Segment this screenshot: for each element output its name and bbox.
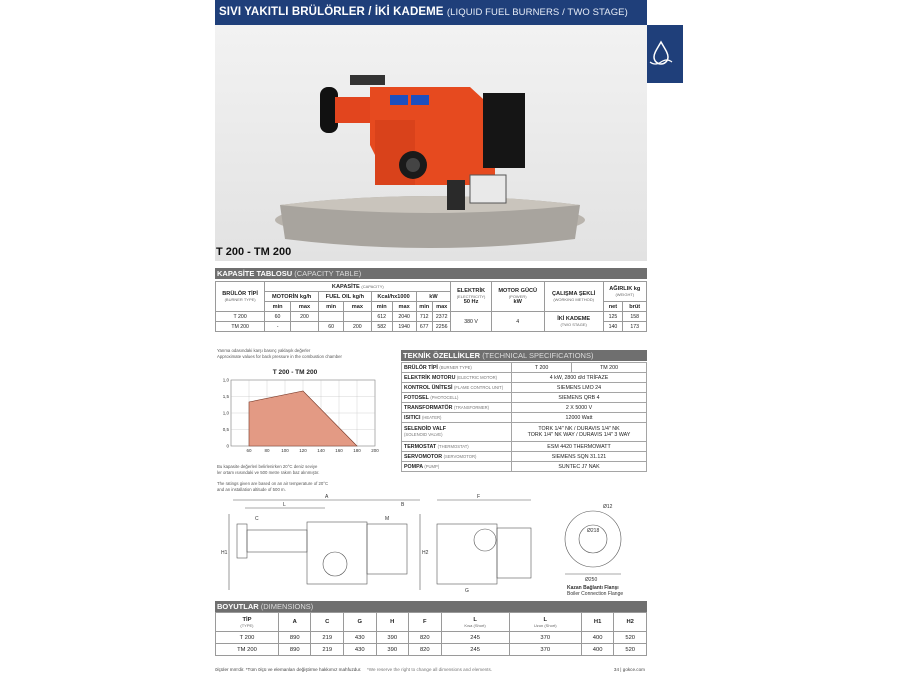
chart-x-tick-label: 120: [299, 448, 307, 453]
chart-x-tick-label: 80: [264, 448, 270, 453]
cap-cell: 60: [319, 322, 344, 332]
table-row: [402, 393, 647, 403]
dims-cell: 890: [278, 632, 311, 644]
tech-key-sub: (HEATER): [421, 414, 442, 420]
chart-y-tick-label: 0,5: [222, 427, 229, 432]
dims-cell: 820: [409, 644, 442, 656]
cap-cell: 2372: [432, 312, 450, 322]
tech-value-line-1: TORK 1/4" NK / DURAVIS 1/4" NK: [538, 426, 620, 432]
tech-value: T 200: [512, 363, 572, 373]
tech-key: [402, 363, 512, 373]
tech-key-sub: (TRANSFORMER): [453, 404, 490, 410]
dims-header-label: L: [473, 616, 477, 623]
dims-header: H: [376, 613, 409, 632]
chart-y-tick-label: 1,0: [222, 410, 229, 416]
chart-note-tr: Yanma odasındaki karşı basınç yaklaşık değerler: [217, 348, 311, 353]
cap-cell: 200: [290, 312, 318, 322]
dims-header-row: [216, 613, 647, 632]
cap-min: min: [416, 302, 432, 312]
dims-cell: 245: [441, 644, 509, 656]
dims-header: [216, 613, 279, 632]
dims-cell: 370: [509, 632, 581, 644]
cap-cell: 612: [371, 312, 392, 322]
tech-key-label: KONTROL ÜNİTESİ: [404, 384, 453, 391]
header-banner: [215, 0, 647, 25]
capacity-section-header: [215, 268, 647, 279]
dims-cell: 430: [343, 632, 376, 644]
capacity-note-tr-2: ler ortam ısısındaki ve 500 metre rakım baz alınmıştır.: [217, 470, 320, 475]
dims-header-sub: (TYPE): [240, 622, 254, 628]
front-body: [437, 524, 497, 584]
cap-col-working-label: ÇALIŞMA ŞEKLİ: [552, 291, 596, 297]
cap-col-kw: kW: [416, 292, 451, 302]
cap-min: min: [265, 302, 291, 312]
cap-col-motorin: MOTORİN kg/h: [265, 292, 319, 302]
side-fan: [323, 552, 347, 576]
tech-key-label: TERMOSTAT: [404, 443, 437, 450]
tech-key-sub: (SOLENOID VALVE): [404, 432, 443, 437]
label-h1: H1: [221, 550, 228, 556]
dims-header: [509, 613, 581, 632]
cap-max: max: [392, 302, 416, 312]
tech-key: [402, 452, 512, 462]
tech-key-label: POMPA: [404, 463, 423, 470]
cap-col-weight-label: AĞIRLIK kg: [609, 286, 641, 292]
table-row: [402, 442, 647, 452]
chart-x-tick-label: 160: [335, 448, 343, 453]
cap-col-motor-unit: kW: [513, 299, 522, 305]
tech-key-label: BRÜLÖR TİPİ: [404, 364, 438, 371]
tech-key: [402, 462, 512, 472]
table-row: [402, 462, 647, 472]
table-row: [402, 363, 647, 373]
dims-cell: 400: [581, 632, 614, 644]
chart-x-tick-label: 140: [317, 448, 325, 453]
cap-col-electric-sub: (ELECTRICITY): [456, 294, 486, 299]
side-body: [307, 522, 367, 584]
dims-cell: 400: [581, 644, 614, 656]
cap-col-burner: [216, 282, 265, 312]
footer-note-tr: ölçüler mm'dir. *Tüm ölçü ve elemanları değiştirme hakkımız mahfuzdur.: [215, 667, 362, 672]
cap-cell: [344, 312, 371, 322]
label-c: C: [255, 516, 259, 522]
chart-area-group: [249, 391, 357, 446]
flange-outer: [565, 511, 621, 567]
cap-cell: 140: [603, 322, 623, 332]
cap-min: min: [319, 302, 344, 312]
dimensions-table: [215, 612, 647, 656]
dims-header-sub: Uzun (Short): [533, 622, 557, 628]
tech-key-label: TRANSFORMATÖR: [404, 404, 453, 411]
flange-label-tr: Kazan Bağlantı Flanşı: [567, 585, 619, 591]
dims-cell: 520: [614, 632, 647, 644]
capacity-note-tr-1: Bu kapasite değerleri belirlenirken 20°C deniz seviye: [217, 464, 318, 469]
cap-min: min: [371, 302, 392, 312]
dims-cell: 430: [343, 644, 376, 656]
cap-motor-value: 4: [491, 312, 544, 332]
table-row: [216, 312, 647, 322]
cap-cell: T 200: [216, 312, 265, 322]
label-h2: H2: [422, 550, 429, 556]
cap-cell: 2256: [432, 322, 450, 332]
cap-col-weight-sub: (WEIGHT): [615, 292, 635, 297]
dims-header-sub: Kısa (Short): [464, 622, 486, 628]
cap-group-sub: (CAPACITY): [361, 283, 384, 289]
flange-label-en: Boiler Connection Flange: [567, 591, 624, 597]
dims-header: [441, 613, 509, 632]
capacity-table: [215, 281, 647, 332]
chart-y-ticks: [223, 378, 230, 449]
cap-brut: brüt: [623, 302, 647, 312]
tech-section-header: [401, 350, 647, 361]
dims-cell: T 200: [216, 632, 279, 644]
tech-value: 2 X 5000 V: [512, 403, 647, 413]
cap-col-working-sub: (WORKING METHOD): [553, 297, 594, 302]
title-sub: (LIQUID FUEL BURNERS / TWO STAGE): [446, 7, 628, 18]
tech-value: SUNTEC J7 NAK: [512, 462, 647, 472]
model-title: T 200 - TM 200: [216, 246, 292, 258]
tech-value: SIEMENS QRB 4: [512, 393, 647, 403]
cap-cell: 200: [344, 322, 371, 332]
front-fan: [474, 529, 496, 551]
tech-value: SIEMENS LMO 24: [512, 383, 647, 393]
cap-cell: 125: [603, 312, 623, 322]
cap-cell: 677: [416, 322, 432, 332]
side-blast-tube: [247, 530, 307, 552]
chart-y-tick-label: 1,5: [222, 394, 229, 399]
dims-header: H2: [614, 613, 647, 632]
dims-cell: 219: [311, 632, 344, 644]
dims-header: F: [409, 613, 442, 632]
side-motor: [367, 524, 407, 574]
dims-header-label: TİP: [242, 616, 252, 623]
footer-page-site: 34 | gokce.com: [613, 667, 645, 672]
cap-cell: 158: [623, 312, 647, 322]
catalog-page: [215, 0, 647, 675]
tech-key-label: FOTOSEL: [404, 394, 429, 401]
side-flange: [237, 524, 247, 558]
burner-illustration: [215, 25, 647, 261]
cap-group-title: KAPASİTE: [331, 283, 360, 290]
cap-col-motor-label: MOTOR GÜCÜ: [498, 288, 538, 294]
back-pressure-chart: [215, 368, 400, 458]
title-main: SIVI YAKITLI BRÜLÖRLER / İKİ KADEME: [219, 6, 444, 18]
capacity-note-en-2: and an installation altitude of 500 m.: [217, 487, 286, 492]
dims-header: C: [311, 613, 344, 632]
label-d1: Ø250: [585, 577, 598, 583]
table-row: [402, 413, 647, 423]
dims-cell: 890: [278, 644, 311, 656]
tech-value: ESM 4420 THERMOWATT: [512, 442, 647, 452]
chart-x-tick-label: 200: [371, 448, 379, 453]
dims-cell: 219: [311, 644, 344, 656]
tech-key-sub: (THERMOSTAT): [437, 443, 469, 449]
cap-col-working: [544, 282, 603, 312]
tech-key-label: SELENOİD VALF: [404, 426, 446, 432]
cap-col-burner-sub: (BURNER TYPE): [224, 297, 256, 302]
dims-header: G: [343, 613, 376, 632]
cap-working-value-label: İKİ KADEME: [557, 316, 591, 322]
label-a: A: [325, 494, 329, 500]
chart-x-tick-label: 180: [353, 448, 361, 453]
cap-electric-value: 380 V: [451, 312, 491, 332]
tech-value: TM 200: [572, 363, 647, 373]
chart-y-tick-label: 1,0: [222, 377, 229, 383]
table-row: [402, 373, 647, 383]
dims-cell: 820: [409, 632, 442, 644]
tech-key-label: ELEKTRİK MOTORU: [404, 374, 456, 381]
tech-key: [402, 413, 512, 423]
dims-cell: 390: [376, 644, 409, 656]
tech-table: [401, 362, 647, 472]
dimensions-section-header: [215, 601, 647, 612]
tech-section-sub: (TECHNICAL SPECIFICATIONS): [482, 351, 594, 360]
page-title: [219, 6, 628, 18]
tech-value: SIEMENS SQN 31.121: [512, 452, 647, 462]
cap-working-value: [544, 312, 603, 332]
tech-key: [402, 442, 512, 452]
tech-key: [402, 383, 512, 393]
cap-cell: TM 200: [216, 322, 265, 332]
dims-header: H1: [581, 613, 614, 632]
tech-section-title: TEKNİK ÖZELLİKLER: [403, 351, 481, 360]
cap-col-electric-label: ELEKTRİK: [457, 288, 486, 294]
dims-header: A: [278, 613, 311, 632]
label-m: M: [385, 516, 390, 522]
capacity-section-sub: (CAPACITY TABLE): [294, 269, 362, 278]
tech-key-sub: (SERVOMOTOR): [443, 453, 477, 459]
tech-value-line-2: TORK 1/4" NK WAY / DURAVIS 1/4" 3 WAY: [527, 432, 631, 438]
cap-net: net: [603, 302, 623, 312]
table-row: [216, 632, 647, 644]
dimensions-section-sub: (DIMENSIONS): [260, 602, 314, 611]
label-d3: Ø218: [587, 528, 600, 534]
tech-key-sub: (ELECTRIC MOTOR): [456, 374, 498, 380]
chart-y-tick-label: 0: [226, 443, 229, 449]
cap-col-weight: [603, 282, 646, 302]
cap-working-value-sub: (TWO STAGE): [560, 322, 587, 327]
label-d2: Ø12: [603, 504, 613, 510]
front-motor: [497, 528, 531, 578]
cap-max: max: [344, 302, 371, 312]
label-l: L: [283, 502, 286, 508]
label-b: B: [401, 502, 405, 508]
burner-photo: [215, 25, 647, 261]
cap-max: max: [432, 302, 450, 312]
tech-value: 4 kW, 2800 d/d TRİFAZE: [512, 373, 647, 383]
chart-x-ticks: [246, 448, 379, 453]
cap-cell: 582: [371, 322, 392, 332]
capacity-note-en-1: The ratings given are based on an air temperature of 20°C: [217, 481, 329, 486]
cap-col-motor-sub: (POWER): [508, 294, 527, 299]
table-row: [402, 403, 647, 413]
tech-key-sub: (PUMP): [424, 463, 440, 469]
page-footer: [215, 667, 647, 672]
label-f: F: [477, 494, 481, 500]
cap-col-fueloil: FUEL OIL kg/h: [319, 292, 372, 302]
cap-cell: [290, 322, 318, 332]
table-row: [402, 383, 647, 393]
cap-cell: 173: [623, 322, 647, 332]
dims-cell: 390: [376, 632, 409, 644]
cap-group: [265, 282, 451, 292]
dims-cell: 370: [509, 644, 581, 656]
cap-col-burner-label: BRÜLÖR TİPİ: [222, 291, 258, 297]
chart-note-en: Approximate values for back pressure in the combustion chamber: [217, 354, 342, 359]
footer-note-en: *We reserve the right to change all dimensions and elements.: [367, 667, 493, 672]
cap-cell: 712: [416, 312, 432, 322]
dims-cell: 245: [441, 632, 509, 644]
cap-col-motor: [491, 282, 544, 312]
tech-key-label: ISITICI: [404, 414, 421, 421]
cap-cell: 60: [265, 312, 291, 322]
tech-value: 12000 Watt: [512, 413, 647, 423]
tech-key-sub: (FLAME CONTROL UNIT): [453, 384, 504, 390]
tech-key: [402, 423, 512, 442]
cap-col-electric: [451, 282, 491, 312]
dimension-drawings: [215, 494, 647, 600]
tech-key: [402, 403, 512, 413]
dims-cell: TM 200: [216, 644, 279, 656]
chart-title: T 200 - TM 200: [272, 369, 318, 376]
chart-x-tick-label: 60: [246, 448, 252, 453]
cap-cell: [319, 312, 344, 322]
dimensions-section-title: BOYUTLAR: [217, 602, 259, 611]
tech-key-sub: (PHOTOCELL): [430, 394, 459, 400]
cap-cell: -: [265, 322, 291, 332]
label-g: G: [465, 588, 469, 594]
tech-value: [512, 423, 647, 442]
cap-cell: 2040: [392, 312, 416, 322]
table-row: [216, 644, 647, 656]
cap-col-electric-val: 50 Hz: [463, 299, 479, 305]
tech-key-sub: (BURNER TYPE): [439, 364, 472, 370]
table-row: [402, 423, 647, 442]
capacity-section-title: KAPASİTE TABLOSU: [217, 269, 293, 278]
dims-cell: 520: [614, 644, 647, 656]
cap-max: max: [290, 302, 318, 312]
cap-col-kcal: Kcal/hx1000: [371, 292, 416, 302]
tech-key: [402, 393, 512, 403]
table-row: [402, 452, 647, 462]
chart-x-tick-label: 100: [281, 448, 289, 453]
tech-key: [402, 373, 512, 383]
chart-area-series: [249, 391, 357, 446]
dims-header-label: L: [543, 616, 548, 623]
tech-key-label: SERVOMOTOR: [404, 453, 443, 460]
cap-cell: 1940: [392, 322, 416, 332]
